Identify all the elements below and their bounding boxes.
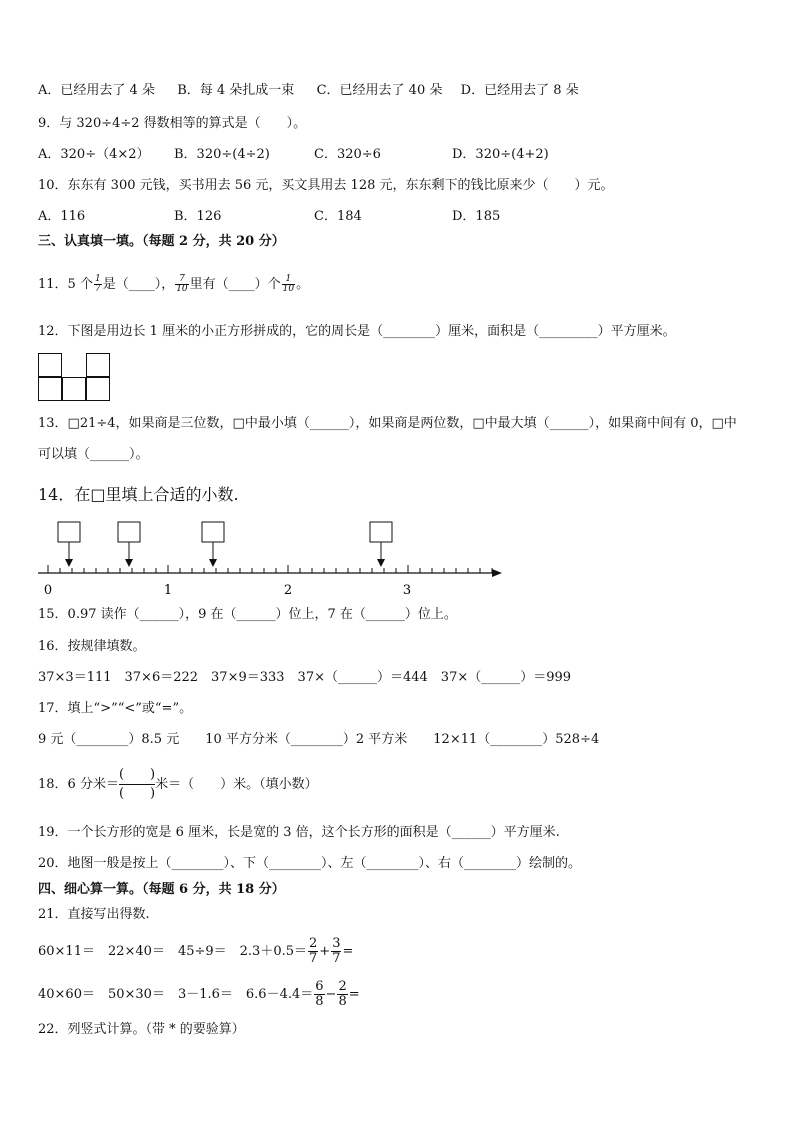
grid-square <box>62 377 86 401</box>
q11-f2-numerator: 7 <box>175 275 188 285</box>
arrow-down-icon <box>125 559 133 567</box>
q21-row-2 <box>38 979 360 1011</box>
answer-box-2[interactable] <box>118 522 140 542</box>
equals-sign: = <box>342 944 354 959</box>
q21-row-1-fraction-2 <box>331 937 341 966</box>
q11-fraction-3 <box>282 275 295 294</box>
answer-box-1[interactable] <box>58 522 80 542</box>
number-line <box>30 515 510 600</box>
q21-row-1 <box>38 936 353 968</box>
q21-row-2-fraction-1 <box>314 980 324 1009</box>
q11-f3-numerator: 1 <box>282 275 295 285</box>
q18-part-a: 18．6 分米＝ <box>38 777 119 792</box>
square-grid-figure <box>38 353 112 402</box>
q14-stem: 14．在□里填上合适的小数. <box>38 485 239 504</box>
fraction-denominator: 7 <box>309 951 318 966</box>
fraction-numerator: 6 <box>315 979 324 994</box>
number-line-label-2: 2 <box>283 583 293 598</box>
q11-f1-denominator: 7 <box>94 284 101 294</box>
q21-row-1-text: 60×11＝ 22×40＝ 45÷9＝ 2.3＋0.5＝ <box>38 944 308 959</box>
fraction-numerator: 2 <box>338 979 347 994</box>
fraction-denominator: 7 <box>332 951 341 966</box>
q10-stem: 10．东东有 300 元钱，买书用去 56 元，买文具用去 128 元，东东剩下的钱比原来少（ ）元。 <box>38 178 614 193</box>
fraction-numerator: 3 <box>332 936 341 951</box>
fraction-denominator: 8 <box>338 994 347 1009</box>
grid-square <box>86 377 110 401</box>
grid-square <box>38 377 62 401</box>
q17-line: 9 元（________）8.5 元 10 平方分米（________）2 平方米 12×11（________）528÷4 <box>38 732 600 747</box>
q11-part-c: 里有（____）个 <box>189 277 281 292</box>
number-line-label-3: 3 <box>402 583 412 598</box>
section-3-heading: 三、认真填一填。（每题 2 分，共 20 分） <box>38 234 285 249</box>
plus-sign: + <box>319 944 331 959</box>
q9-stem: 9．与 320÷4÷2 得数相等的算式是（ ）。 <box>38 116 307 131</box>
q10-option-d: D．185 <box>452 209 501 224</box>
q15-stem: 15．0.97 读作（______），9 在（______）位上，7 在（______）位上。 <box>38 607 457 622</box>
q21-row-1-fraction-1 <box>308 937 318 966</box>
q11-fraction-2 <box>175 275 188 294</box>
q10-option-b: B．126 <box>174 209 222 224</box>
q18-part-b: 米＝（ ）米。（填小数） <box>155 777 318 792</box>
q18-numerator-blank[interactable]: ( ) <box>119 766 155 785</box>
number-line-label-0: 0 <box>43 583 53 598</box>
arrow-down-icon <box>209 559 217 567</box>
arrow-down-icon <box>377 559 385 567</box>
q13-line-1: 13．□21÷4，如果商是三位数，□中最小填（______），如果商是两位数，□中最大填（______），如果商中间有 0，□中 <box>38 416 737 431</box>
fraction-denominator: 8 <box>315 994 324 1009</box>
q21-row-2-text: 40×60＝ 50×30＝ 3－1.6＝ 6.6－4.4＝ <box>38 987 314 1002</box>
answer-box-4[interactable] <box>370 522 392 542</box>
q18 <box>38 763 318 807</box>
q16-line: 37×3＝111 37×6＝222 37×9＝333 37×（______）＝444 37×（______）＝999 <box>38 670 572 685</box>
fraction-numerator: 2 <box>309 936 318 951</box>
q21-row-2-fraction-2 <box>337 980 347 1009</box>
minus-sign: − <box>325 987 337 1002</box>
q18-denominator-blank[interactable]: ( ) <box>118 786 156 801</box>
q8-option-d: D．已经用去了 8 朵 <box>460 83 579 98</box>
q8-option-a: A．已经用去了 4 朵 <box>38 83 155 98</box>
q11-part-e: 。 <box>296 277 310 292</box>
q11-f1-numerator: 1 <box>94 274 101 284</box>
q11-part-b: 是（____）， <box>102 277 175 292</box>
q13-line-2: 可以填（______）。 <box>38 447 149 462</box>
q17-stem: 17．填上“>”“<”或“=”。 <box>38 701 193 716</box>
q11-f2-denominator: 10 <box>176 284 188 294</box>
q9-option-a: A．320÷（4×2） <box>38 147 150 162</box>
q8-option-c: C．已经用去了 40 朵 <box>316 83 443 98</box>
answer-box-3[interactable] <box>202 522 224 542</box>
grid-square <box>86 353 110 377</box>
q8-options <box>38 82 579 100</box>
section-4-heading: 四、细心算一算。（每题 6 分，共 18 分） <box>38 882 285 897</box>
number-line-ticks <box>48 565 492 573</box>
q11-fraction-1 <box>94 275 102 294</box>
q8-option-b: B．每 4 朵扎成一束 <box>177 83 295 98</box>
q22-stem: 22．列竖式计算。（带 * 的要验算） <box>38 1022 245 1037</box>
q9-option-b: B．320÷(4÷2) <box>174 147 270 162</box>
q21-stem: 21．直接写出得数. <box>38 907 150 922</box>
number-line-label-1: 1 <box>163 583 173 598</box>
equals-sign: = <box>348 987 360 1002</box>
q20-stem: 20．地图一般是按上（________）、下（________）、左（________）、右（________）绘制的。 <box>38 856 582 871</box>
arrow-right-icon <box>492 569 502 577</box>
q9-option-c: C．320÷6 <box>314 147 381 162</box>
q16-stem: 16．按规律填数。 <box>38 639 146 654</box>
q11-part-a: 11．5 个 <box>38 277 93 292</box>
arrow-down-icon <box>65 559 73 567</box>
q10-option-c: C．184 <box>314 209 362 224</box>
q12-stem: 12．下图是用边长 1 厘米的小正方形拼成的，它的周长是（________）厘米，面积是（_________）平方厘米。 <box>38 324 676 339</box>
q9-option-d: D．320÷(4+2) <box>452 147 549 162</box>
q19-stem: 19．一个长方形的宽是 6 厘米，长是宽的 3 倍，这个长方形的面积是（______）平方厘米. <box>38 825 560 840</box>
q10-option-a: A．116 <box>38 209 86 224</box>
q18-fraction <box>119 766 155 803</box>
grid-square <box>38 353 62 377</box>
q11-f3-denominator: 10 <box>282 284 295 294</box>
q11 <box>38 275 309 294</box>
